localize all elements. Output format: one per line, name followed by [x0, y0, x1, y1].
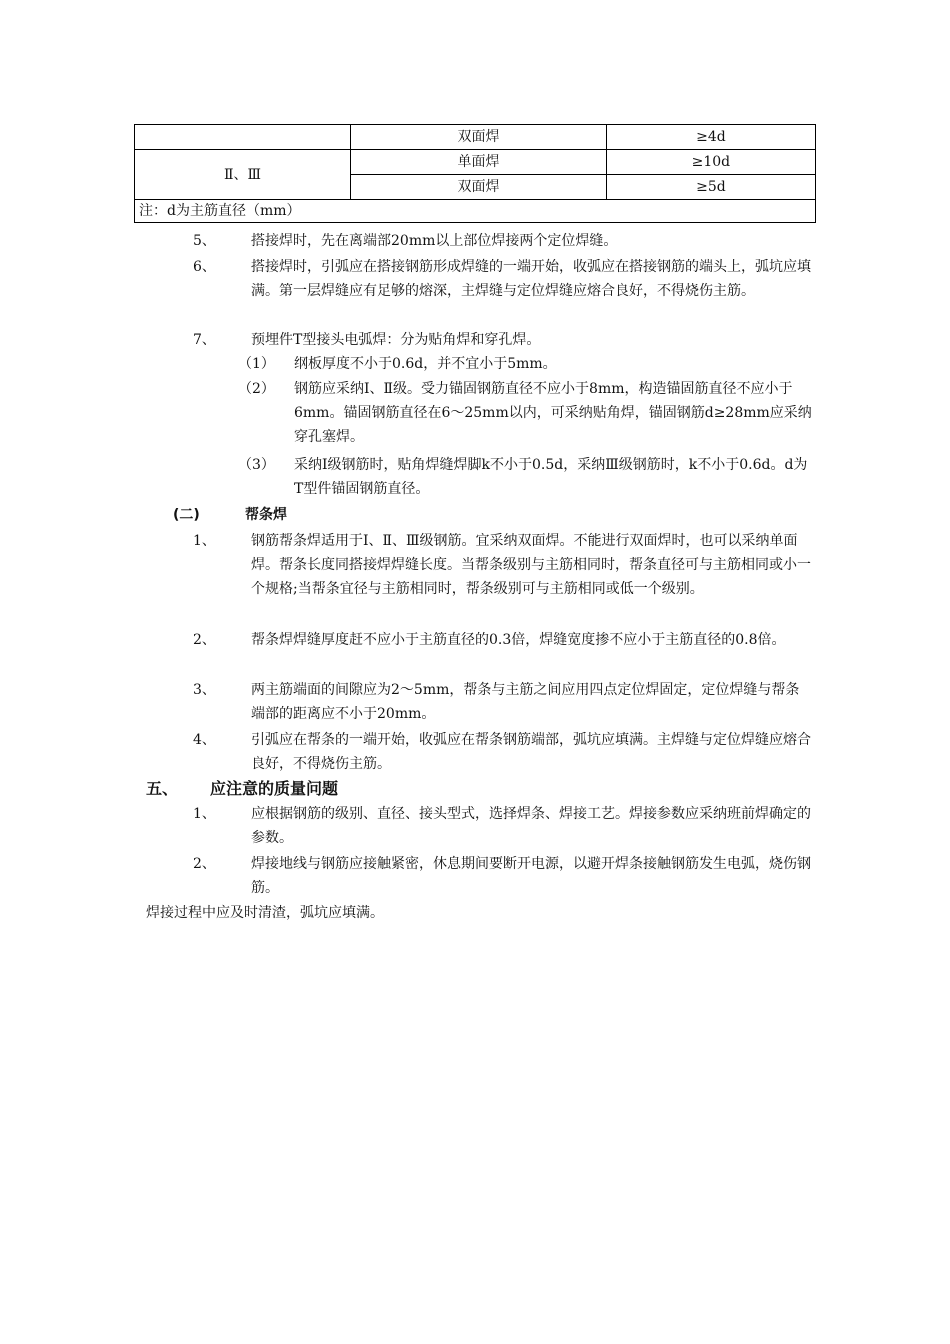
table-cell: 双面焊 [351, 125, 607, 150]
item-number: 2、 [193, 856, 216, 872]
item-text: 帮条焊焊缝厚度赶不应小于主筋直径的0.3倍，焊缝宽度掺不应小于主筋直径的0.8倍。 [251, 632, 786, 648]
table-cell: ≥4d [606, 125, 815, 150]
item-text: 焊接地线与钢筋应接触紧密，休息期间要断开电源，以避开焊条接触钢筋发生电弧，烧伤钢筋。 [251, 856, 811, 896]
table-group-label: Ⅱ、Ⅲ [135, 150, 351, 200]
section-number: (二) [173, 507, 200, 523]
item-number: （1） [238, 356, 275, 372]
table-cell: ≥5d [606, 175, 815, 200]
table-cell: 双面焊 [351, 175, 607, 200]
item-text: 采纳Ⅰ级钢筋时，贴角焊缝焊脚k不小于0.5d，采纳Ⅲ级钢筋时，k不小于0.6d。d为T型件锚固钢筋直径。 [294, 457, 808, 497]
item-number: 2、 [193, 632, 216, 648]
item-number: 5、 [193, 233, 216, 249]
section-title: 应注意的质量问题 [210, 779, 339, 798]
item-text: 搭接焊时，先在离端部20mm以上部位焊接两个定位焊缝。 [251, 233, 618, 249]
table-cell: 单面焊 [351, 150, 607, 175]
item-text: 应根据钢筋的级别、直径、接头型式，选择焊条、焊接工艺。焊接参数应采纳班前焊确定的参数。 [251, 806, 811, 846]
item-number: （3） [238, 457, 275, 473]
item-text: 预埋件T型接头电弧焊：分为贴角焊和穿孔焊。 [251, 332, 541, 348]
table-note: 注：d为主筋直径（mm） [135, 200, 816, 223]
item-number: 3、 [193, 682, 216, 698]
table-cell: ≥10d [606, 150, 815, 175]
item-text: 钢筋帮条焊适用于Ⅰ、Ⅱ、Ⅲ级钢筋。宜采纳双面焊。不能进行双面焊时，也可以采纳单面焊。帮条长度同搭接焊焊缝长度。当帮条级别与主筋相同时，帮条直径可与主筋相同或小一个规格;当帮条宜径与主筋相同时，帮条级别可与主筋相同或低一个级别。 [251, 533, 811, 597]
closing-line: 焊接过程中应及时清渣，弧坑应填满。 [146, 905, 384, 921]
item-text: 纲板厚度不小于0.6d，并不宜小于5mm。 [294, 356, 557, 372]
section-number: 五、 [146, 779, 179, 798]
weld-length-table [134, 124, 816, 223]
table-row [135, 200, 816, 223]
item-number: （2） [238, 381, 275, 397]
item-number: 6、 [193, 259, 216, 275]
item-text: 两主筋端面的间隙应为2～5mm，帮条与主筋之间应用四点定位焊固定，定位焊缝与帮条端部的距离应不小于20mm。 [251, 682, 800, 722]
item-text: 引弧应在帮条的一端开始，收弧应在帮条钢筋端部，弧坑应填满。主焊缝与定位焊缝应熔合良好，不得烧伤主筋。 [251, 732, 811, 772]
table-cell [135, 125, 351, 150]
table-row [135, 125, 816, 150]
table-row [135, 150, 816, 175]
item-number: 1、 [193, 533, 216, 549]
item-text: 搭接焊时，引弧应在搭接钢筋形成焊缝的一端开始，收弧应在搭接钢筋的端头上，弧坑应填满。第一层焊缝应有足够的熔深，主焊缝与定位焊缝应熔合良好，不得烧伤主筋。 [251, 259, 811, 299]
item-text: 钢筋应采纳Ⅰ、Ⅱ级。受力锚固钢筋直径不应小于8mm，构造锚固筋直径不应小于6mm。锚固钢筋直径在6～25mm以内，可采纳贴角焊，锚固钢筋d≥28mm应采纳穿孔塞焊。 [294, 381, 812, 445]
section-title: 帮条焊 [245, 507, 287, 523]
item-number: 4、 [193, 732, 216, 748]
item-number: 1、 [193, 806, 216, 822]
item-number: 7、 [193, 332, 216, 348]
